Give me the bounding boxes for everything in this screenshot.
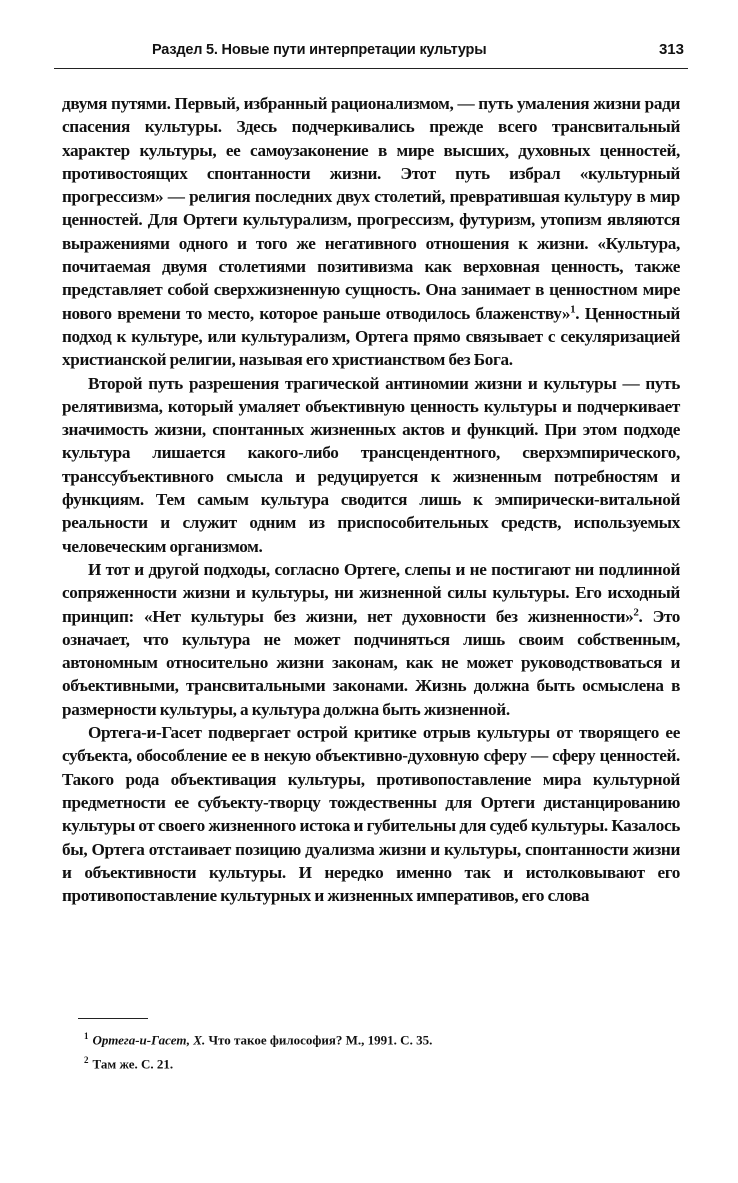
paragraph-1-tail: . Ценностный подход к культуре, или культурализм, Ортега прямо связывает с секуляризацией христианской религии, называя его христианством без Бога. xyxy=(62,303,680,370)
running-header xyxy=(54,40,688,69)
section-title: Раздел 5. Новые пути интерпретации культуры xyxy=(152,42,487,58)
paragraph-4-text: Ортега-и-Гасет подвергает острой критике отрыв культуры от творящего ее субъекта, обособление ее в некую объективно-духовную сферу — сферу ценностей. Такого рода объективация культуры, противопоставление мира культурной предметности ее субъекту-творцу тождественны для Ортеги дистанцированию культуры от своего жизненного истока и губительны для судеб культуры. Казалось бы, Ортега отстаивает позицию дуализма жизни и культуры, спонтанности жизни и объективности культуры. И нередко именно так и истолковывают его противопоставление культурных и жизненных императивов, его слова xyxy=(62,723,680,906)
paragraph-1 xyxy=(62,92,680,372)
footnotes xyxy=(84,1026,644,1075)
paragraph-2 xyxy=(62,372,680,558)
footnote-ref-1[interactable]: 1 xyxy=(570,302,576,315)
paragraph-2-text: Второй путь разрешения трагической антиномии жизни и культуры — путь релятивизма, который умаляет объективную ценность культуры и подчеркивает значимость жизни, спонтанных жизненных актов и функций. При этом подходе культура лишается какого-либо трансцендентного, сверхэмпирического, транссубъективного смысла и редуцируется к жизненным потребностям и функциям. Тем самым культура сводится лишь к эмпирически-витальной реальности и служит одним из приспособительных средств, используемых человеческим организмом. xyxy=(62,373,680,556)
paragraph-3-tail: . Это означает, что культура не может подчиняться лишь своим собственным, автономным относительно жизни законам, как не может руководствоваться и объективными, трансвитальными законами. Жизнь должна быть осмыслена в размерности культуры, а культура должна быть жизненной. xyxy=(62,606,680,719)
paragraph-3 xyxy=(62,558,680,721)
paragraph-4 xyxy=(62,721,680,907)
footnote-2-number: 2 xyxy=(84,1055,89,1066)
footnote-1-number: 1 xyxy=(84,1031,89,1041)
footnote-2-text: Там же. С. 21. xyxy=(92,1056,174,1072)
main-text xyxy=(62,92,680,907)
footnote-divider xyxy=(78,1018,148,1019)
footnote-2 xyxy=(84,1050,644,1074)
paragraph-3-text: И тот и другой подходы, согласно Ортеге, слепы и не постигают ни подлинной сопряженности жизни и культуры, ни жизненной силы культуры. Его исходный принцип: «Нет культуры без жизни, нет духовности без жизненности» xyxy=(62,559,680,626)
footnote-ref-2[interactable]: 2 xyxy=(633,605,639,618)
paragraph-1-text: двумя путями. Первый, избранный рационализмом, — путь умаления жизни ради спасения культуры. Здесь подчеркивались прежде всего трансвитальный характер культуры, ее самоузаконение в мире высших, духовных ценностей, противостоящих спонтанности жизни. Этот путь избрал «культурный прогрессизм» — религия последних двух столетий, превратившая культуру в мир ценностей. Для Ортеги культурализм, прогрессизм, футуризм, утопизм являются выражениями одного и того же негативного отношения к жизни. «Культура, почитаемая двумя столетиями позитивизма как верховная ценность, также представляет собой сверхжизненную сущность. Она занимает в ценностном мире нового времени то место, которое раньше отводилось блаженству» xyxy=(62,94,680,323)
footnote-1-author: Ортега-и-Гасет, Х. xyxy=(92,1032,206,1048)
page-number: 313 xyxy=(658,41,684,58)
footnote-1-text: Что такое философия? М., 1991. С. 35. xyxy=(208,1032,433,1048)
footnote-1 xyxy=(84,1026,644,1050)
